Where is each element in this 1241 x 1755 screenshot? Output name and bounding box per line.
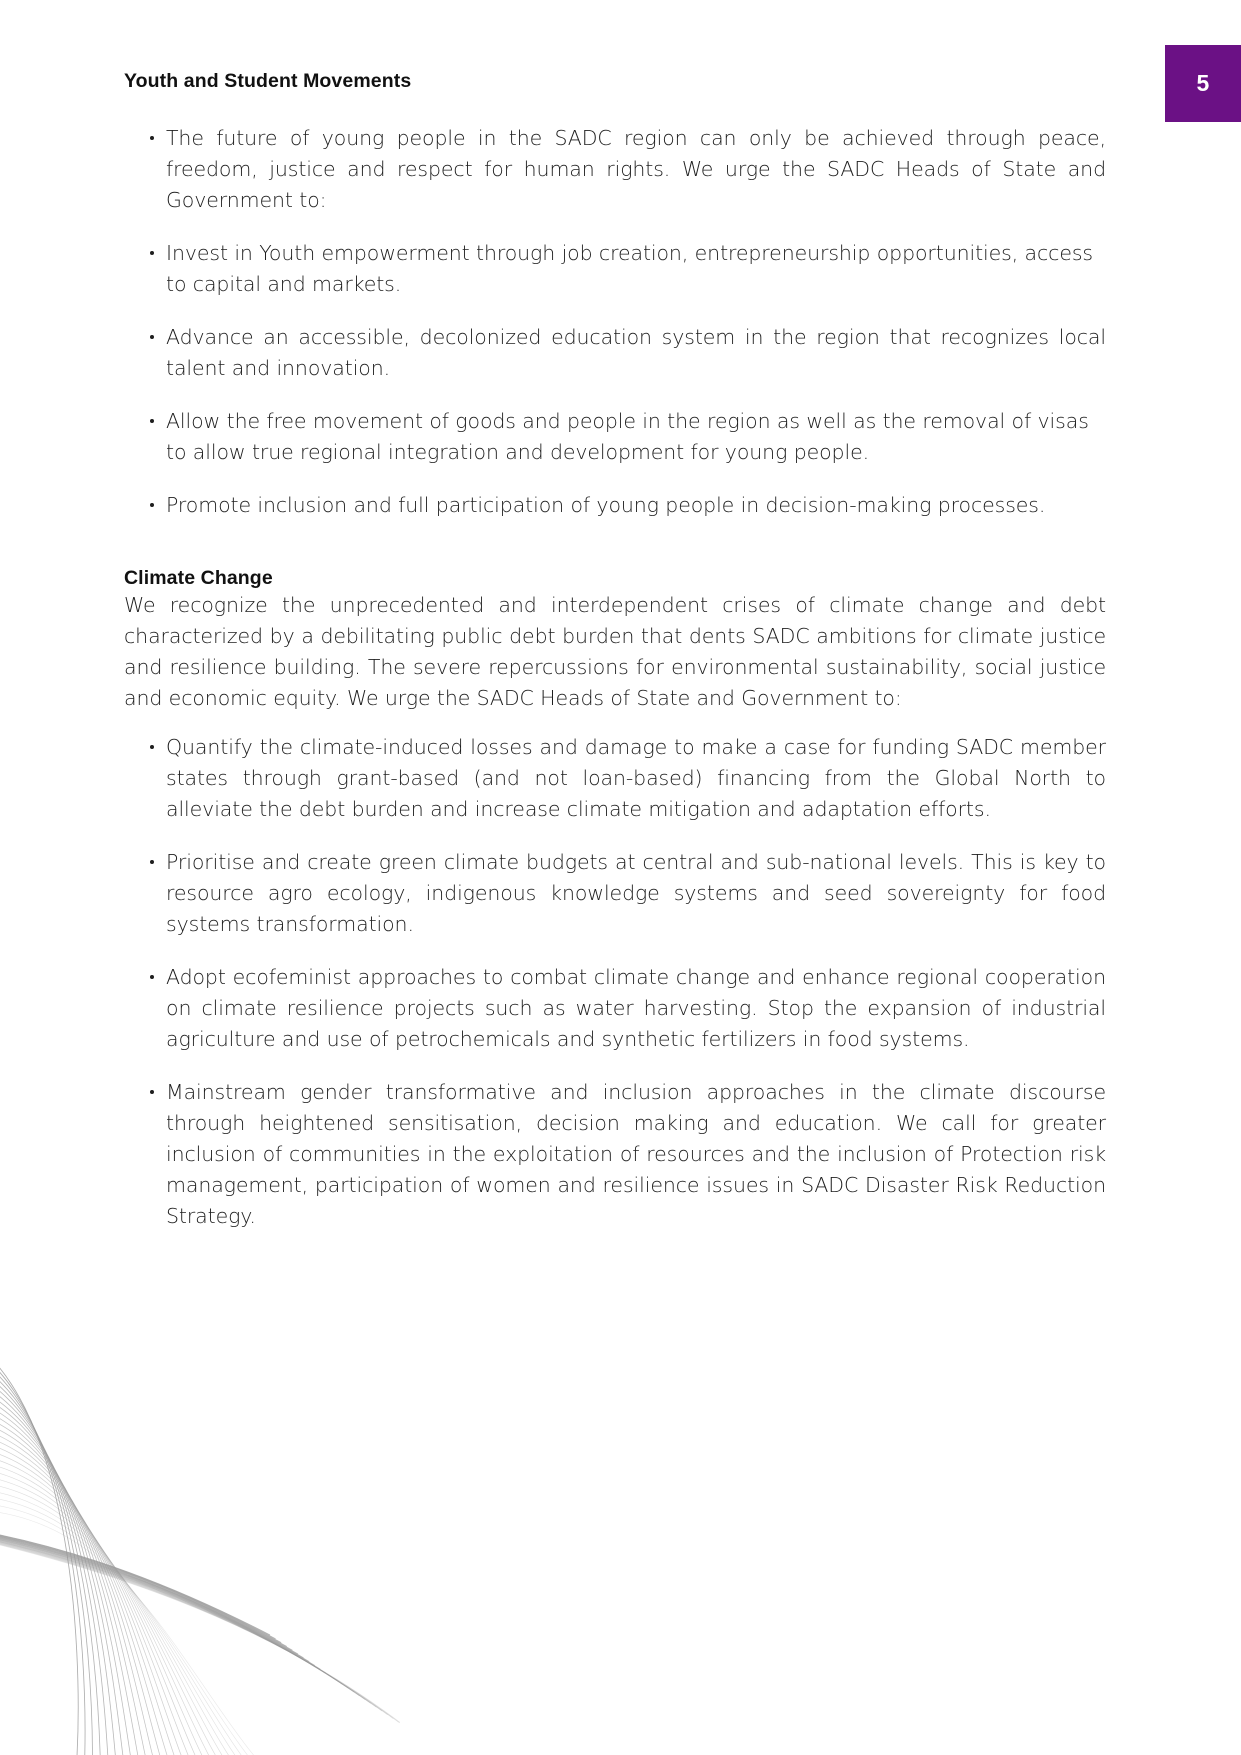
list-item <box>124 847 1106 940</box>
list-item <box>124 322 1106 384</box>
bullet-dot-icon <box>150 419 154 423</box>
list-item-text: Advance an accessible, decolonized education system in the region that recognizes local talent and innovation. <box>166 325 1106 380</box>
list-item-text: Mainstream gender transformative and inclusion approaches in the climate discourse through heightened sensitisation, decision making and education. We call for greater inclusion of communities in the exploitation of resources and the inclusion of Protection risk management, participation of women and resilience issues in SADC Disaster Risk Reduction Strategy. <box>166 1080 1106 1228</box>
list-item <box>124 406 1106 468</box>
bullet-dot-icon <box>150 1090 154 1094</box>
list-item <box>124 123 1106 216</box>
list-item-text: Quantify the climate-induced losses and damage to make a case for funding SADC member states through grant-based (and not loan-based) financing from the Global North to alleviate the debt burden and increase climate mitigation and adaptation efforts. <box>166 735 1106 821</box>
bullet-dot-icon <box>150 975 154 979</box>
bullet-dot-icon <box>150 503 154 507</box>
section-heading-climate-change: Climate Change <box>124 567 273 589</box>
list-item-text: Prioritise and create green climate budgets at central and sub-national levels. This is key to resource agro ecology, indigenous knowledge systems and seed sovereignty for food systems transformation. <box>166 850 1106 936</box>
list-item-text: Promote inclusion and full participation of young people in decision-making processes. <box>166 493 1046 517</box>
list-item <box>124 962 1106 1055</box>
list-item-text: Invest in Youth empowerment through job creation, entrepreneurship opportunities, access to capital and markets. <box>166 241 1094 296</box>
section-heading-youth: Youth and Student Movements <box>124 70 412 92</box>
list-item <box>124 732 1106 825</box>
document-content <box>124 0 1106 1254</box>
bullet-dot-icon <box>150 860 154 864</box>
list-item-text: The future of young people in the SADC region can only be achieved through peace, freedom, justice and respect for human rights. We urge the SADC Heads of State and Government to: <box>166 126 1106 212</box>
section-intro-paragraph-climate-change: We recognize the unprecedented and interdependent crises of climate change and debt characterized by a debilitating public debt burden that dents SADC ambitions for climate justice and resilience building. The severe repercussions for environmental sustainability, social justice and economic equity. We urge the SADC Heads of State and Government to: <box>124 593 1106 710</box>
bullet-dot-icon <box>150 335 154 339</box>
page-number-badge <box>1165 45 1241 122</box>
page-number-text: 5 <box>1196 70 1210 96</box>
bullet-list-youth <box>124 123 1106 521</box>
list-item <box>124 1077 1106 1232</box>
list-item <box>124 238 1106 300</box>
list-item-text: Adopt ecofeminist approaches to combat climate change and enhance regional cooperation on climate resilience projects such as water harvesting. Stop the expansion of industrial agriculture and use of petrochemicals and synthetic fertilizers in food systems. <box>166 965 1106 1051</box>
bullet-dot-icon <box>150 745 154 749</box>
bullet-list-climate-change <box>124 732 1106 1232</box>
list-item-text: Allow the free movement of goods and people in the region as well as the removal of visas to allow true regional integration and development for young people. <box>166 409 1089 464</box>
list-item <box>124 490 1106 521</box>
bullet-dot-icon <box>150 136 154 140</box>
bullet-dot-icon <box>150 251 154 255</box>
swoosh-lines-graphic <box>0 1305 400 1755</box>
